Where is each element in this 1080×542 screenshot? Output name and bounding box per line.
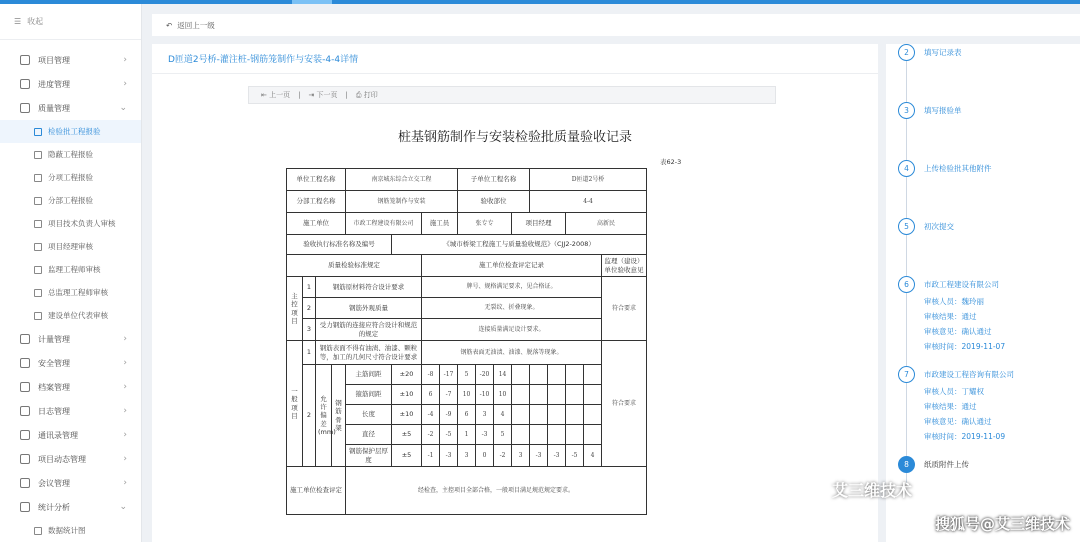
- table-cell: 直径: [346, 425, 392, 445]
- sub-item-chief-supervisor-review[interactable]: [0, 281, 141, 304]
- top-accent-bar: [0, 0, 1080, 4]
- step-detail-line: 审核人员：魏玲丽: [924, 297, 984, 306]
- sub-item-concealed[interactable]: [0, 143, 141, 166]
- menu-item-statistics[interactable]: [0, 495, 141, 519]
- menu-label: 通讯录管理: [38, 430, 78, 440]
- chart-icon: [34, 527, 42, 535]
- table-cell: 箍筋间距: [346, 385, 392, 405]
- table-cell: [530, 365, 548, 385]
- table-cell: 钢筋原材料符合设计要求: [316, 277, 422, 298]
- layers-icon: [20, 55, 30, 65]
- safety-icon: [20, 358, 30, 368]
- table-cell: D匝道2号桥: [530, 169, 647, 191]
- table-cell: 验收执行标准名称及编号: [287, 235, 392, 255]
- table-cell: 符合要求: [602, 277, 647, 341]
- table-cell: 2: [303, 298, 316, 319]
- log-icon: [20, 406, 30, 416]
- menu-label: 项目管理: [38, 55, 70, 65]
- step-label: 上传检验批其他附件: [924, 164, 992, 173]
- chevron-right-icon: ›: [123, 454, 127, 464]
- table-number: 表62-3: [660, 158, 682, 166]
- main-panel: [152, 44, 878, 542]
- table-cell: 主控项目: [287, 277, 303, 341]
- menu-label: 会议管理: [38, 478, 70, 488]
- sub-label: 建设单位代表审核: [48, 311, 108, 320]
- table-cell: [584, 425, 602, 445]
- menu-label: 安全管理: [38, 358, 70, 368]
- menu-label: 进度管理: [38, 79, 70, 89]
- table-cell: [512, 385, 530, 405]
- step-label: 市政建设工程咨询有限公司: [924, 370, 1014, 379]
- chart-icon: [20, 79, 30, 89]
- document-icon: [34, 151, 42, 159]
- table-cell: 高新民: [566, 213, 647, 235]
- back-button[interactable]: [152, 14, 1080, 36]
- chevron-right-icon: ›: [123, 406, 127, 416]
- table-cell: -17: [440, 365, 458, 385]
- table-cell: 4: [584, 445, 602, 467]
- table-cell: 《城市桥梁工程施工与质量验收规范》（CJJ2-2008）: [392, 235, 647, 255]
- table-cell: 1: [303, 277, 316, 298]
- step-number: 7: [898, 366, 915, 383]
- table-cell: 长度: [346, 405, 392, 425]
- table-cell: 分部工程名称: [287, 191, 346, 213]
- menu-item-safety[interactable]: [0, 351, 141, 375]
- table-cell: 3: [303, 319, 316, 341]
- step-number: 2: [898, 44, 915, 61]
- table-cell: 5: [494, 425, 512, 445]
- table-cell: 牌号、规格满足要求，见合格证。: [422, 277, 602, 298]
- table-cell: -8: [422, 365, 440, 385]
- toolbar-separator: |: [298, 91, 301, 99]
- table-cell: [530, 385, 548, 405]
- sub-item-supervisor-review[interactable]: [0, 258, 141, 281]
- watermark-source: 搜狐号@艾三维技术: [934, 515, 1070, 533]
- table-cell: -9: [440, 405, 458, 425]
- table-cell: ±10: [392, 405, 422, 425]
- table-cell: 子单位工程名称: [458, 169, 530, 191]
- news-icon: [20, 454, 30, 464]
- folder-icon: [20, 382, 30, 392]
- table-row: [287, 277, 647, 298]
- table-cell: [548, 405, 566, 425]
- contacts-icon: [20, 430, 30, 440]
- table-cell: ±5: [392, 445, 422, 467]
- chevron-right-icon: ›: [123, 358, 127, 368]
- table-cell: -10: [476, 385, 494, 405]
- sub-label: 隐蔽工程报验: [48, 150, 93, 159]
- table-cell: 钢筋笼制作与安装: [346, 191, 458, 213]
- table-cell: 市政工程建设有限公司: [346, 213, 422, 235]
- table-cell: ±20: [392, 365, 422, 385]
- sub-label: 项目技术负责人审核: [48, 219, 116, 228]
- table-cell: -20: [476, 365, 494, 385]
- menu-item-project[interactable]: [0, 48, 141, 72]
- document-toolbar: [248, 86, 776, 104]
- document-icon: [34, 174, 42, 182]
- step-detail-line: 审核时间：2019-11-09: [924, 432, 1006, 441]
- table-cell: -1: [422, 445, 440, 467]
- table-cell: 受力钢筋的连接应符合设计和规范的规定: [316, 319, 422, 341]
- workflow-steps-panel: [886, 44, 1080, 542]
- step-number: 8: [898, 456, 915, 473]
- inspection-record-table: [286, 168, 647, 515]
- step-number: 4: [898, 160, 915, 177]
- table-cell: 钢筋表面不得有油渍、油漆、颗粒等，加工的几何尺寸符合设计要求: [316, 341, 422, 365]
- table-cell: -3: [440, 445, 458, 467]
- menu-label: 项目动态管理: [38, 454, 86, 464]
- sub-label: 项目经理审核: [48, 242, 93, 251]
- menu-item-quality[interactable]: [0, 96, 141, 120]
- menu-item-measurement[interactable]: [0, 327, 141, 351]
- step-details: [924, 294, 1005, 354]
- table-row: [287, 213, 647, 235]
- sub-label: 数据统计图: [48, 526, 86, 535]
- user-icon: [34, 266, 42, 274]
- menu-item-contacts[interactable]: [0, 423, 141, 447]
- menu-label: 计量管理: [38, 334, 70, 344]
- table-cell: [530, 425, 548, 445]
- collapse-button[interactable]: [0, 4, 141, 40]
- table-cell: 施工单位检查评定: [287, 467, 346, 515]
- back-arrow-icon: ↶: [166, 20, 173, 30]
- step-number: 3: [898, 102, 915, 119]
- table-row: [287, 467, 647, 515]
- step-number: 6: [898, 276, 915, 293]
- sub-item-subitem[interactable]: [0, 166, 141, 189]
- sub-label: 检验批工程报验: [48, 127, 101, 136]
- table-cell: 项目经理: [512, 213, 566, 235]
- table-cell: 钢筋外观质量: [316, 298, 422, 319]
- menu-label: 统计分析: [38, 502, 70, 512]
- meeting-icon: [20, 478, 30, 488]
- table-cell: 验收部位: [458, 191, 530, 213]
- menu-label: 日志管理: [38, 406, 70, 416]
- table-cell: [584, 385, 602, 405]
- table-cell: 10: [458, 385, 476, 405]
- step-details: [924, 384, 1005, 444]
- table-cell: -3: [476, 425, 494, 445]
- sub-item-data-chart[interactable]: [0, 519, 141, 542]
- table-cell: -7: [440, 385, 458, 405]
- calculator-icon: [20, 334, 30, 344]
- table-cell: -2: [494, 445, 512, 467]
- table-cell: 施工单位检查评定记录: [422, 255, 602, 277]
- chevron-right-icon: ›: [123, 334, 127, 344]
- sub-item-subdivision[interactable]: [0, 189, 141, 212]
- table-cell: [566, 385, 584, 405]
- table-cell: ±10: [392, 385, 422, 405]
- table-cell: 南京城东综合立交工程: [346, 169, 458, 191]
- table-cell: -5: [440, 425, 458, 445]
- table-cell: 6: [422, 385, 440, 405]
- table-cell: 质量检验标准规定: [287, 255, 422, 277]
- table-row: [287, 235, 647, 255]
- step-number: 5: [898, 218, 915, 235]
- chevron-down-icon: ⌄: [119, 103, 127, 113]
- table-row: [287, 255, 647, 277]
- chevron-right-icon: ›: [123, 382, 127, 392]
- table-cell: 经检查，主控项目全部合格，一般项目满足规范规定要求。: [346, 467, 647, 515]
- table-cell: 1: [458, 425, 476, 445]
- table-cell: 单位工程名称: [287, 169, 346, 191]
- chevron-right-icon: ›: [123, 79, 127, 89]
- step-detail-line: 审核时间：2019-11-07: [924, 342, 1006, 351]
- table-cell: -3: [530, 445, 548, 467]
- table-row: [287, 169, 647, 191]
- table-cell: 3: [458, 445, 476, 467]
- table-cell: 施工单位: [287, 213, 346, 235]
- collapse-label: 收起: [27, 17, 44, 26]
- table-cell: 符合要求: [602, 341, 647, 467]
- sub-item-inspection-lot[interactable]: [0, 120, 141, 143]
- menu-item-progress[interactable]: [0, 72, 141, 96]
- sidebar: [0, 4, 142, 542]
- table-cell: 4: [494, 405, 512, 425]
- table-cell: 10: [494, 385, 512, 405]
- menu-label: 档案管理: [38, 382, 70, 392]
- table-cell: -3: [548, 445, 566, 467]
- print-button[interactable]: ⎙ 打印: [355, 91, 378, 99]
- sub-item-tech-lead-review[interactable]: [0, 212, 141, 235]
- table-cell: 1: [303, 341, 316, 365]
- table-row: [287, 319, 647, 341]
- table-cell: 2: [303, 365, 316, 467]
- chevron-right-icon: ›: [123, 55, 127, 65]
- menu-item-archive[interactable]: [0, 375, 141, 399]
- step-label: 填写记录表: [924, 48, 962, 57]
- table-cell: [566, 365, 584, 385]
- menu-label: 质量管理: [38, 103, 70, 113]
- table-row: [287, 298, 647, 319]
- table-cell: [548, 385, 566, 405]
- table-cell: 钢筋骨架: [332, 365, 346, 467]
- table-cell: -2: [422, 425, 440, 445]
- sub-label: 分项工程报验: [48, 173, 93, 182]
- table-cell: [566, 405, 584, 425]
- table-cell: 钢筋保护层厚度: [346, 445, 392, 467]
- step-label: 初次提交: [924, 222, 954, 231]
- user-icon: [34, 289, 42, 297]
- table-cell: 6: [458, 405, 476, 425]
- table-cell: -5: [566, 445, 584, 467]
- prev-page-button[interactable]: ⇤ 上一页: [261, 91, 291, 99]
- table-cell: 14: [494, 365, 512, 385]
- table-cell: [512, 365, 530, 385]
- table-row: [287, 191, 647, 213]
- table-cell: [548, 365, 566, 385]
- sub-label: 总监理工程师审核: [48, 288, 108, 297]
- table-row: [287, 365, 647, 385]
- table-cell: ±5: [392, 425, 422, 445]
- step-label: 填写报验单: [924, 106, 962, 115]
- chevron-right-icon: ›: [123, 478, 127, 488]
- chevron-right-icon: ›: [123, 430, 127, 440]
- table-cell: -4: [422, 405, 440, 425]
- menu-item-dynamics[interactable]: [0, 447, 141, 471]
- chevron-down-icon: ⌄: [119, 502, 127, 512]
- next-page-button[interactable]: ⇥ 下一页: [308, 91, 338, 99]
- table-cell: [566, 425, 584, 445]
- table-cell: 钢筋表面无油渍、油漆、脱落等现象。: [422, 341, 602, 365]
- menu-item-log[interactable]: [0, 399, 141, 423]
- table-cell: 3: [476, 405, 494, 425]
- sub-label: 监理工程师审核: [48, 265, 101, 274]
- table-cell: 4-4: [530, 191, 647, 213]
- table-cell: 0: [476, 445, 494, 467]
- table-cell: 允许偏差(mm): [316, 365, 332, 467]
- step-detail-line: 审核意见：确认通过: [924, 417, 992, 426]
- table-cell: 主筋间距: [346, 365, 392, 385]
- table-cell: 5: [458, 365, 476, 385]
- table-cell: [584, 365, 602, 385]
- step-detail-line: 审核结果：通过: [924, 312, 977, 321]
- document-viewer: [152, 74, 878, 542]
- table-cell: 一般项目: [287, 341, 303, 467]
- table-row: [287, 341, 647, 365]
- sub-label: 分部工程报验: [48, 196, 93, 205]
- shield-icon: [20, 103, 30, 113]
- sub-item-owner-review[interactable]: [0, 304, 141, 327]
- step-detail-line: 审核结果：通过: [924, 402, 977, 411]
- user-icon: [34, 243, 42, 251]
- table-cell: [512, 405, 530, 425]
- document-icon: [34, 128, 42, 136]
- user-icon: [34, 312, 42, 320]
- print-label: 打印: [363, 91, 378, 99]
- back-label: 返回上一级: [177, 20, 215, 30]
- table-cell: 张专专: [458, 213, 512, 235]
- sub-item-pm-review[interactable]: [0, 235, 141, 258]
- table-cell: 施工员: [422, 213, 458, 235]
- step-detail-line: 审核意见：确认通过: [924, 327, 992, 336]
- toolbar-separator: |: [345, 91, 348, 99]
- page-title: D匝道2号桥-灌注桩-钢筋笼制作与安装-4-4详情: [152, 44, 878, 74]
- table-cell: [530, 405, 548, 425]
- step-detail-line: 审核人员：丁耀权: [924, 387, 984, 396]
- table-cell: [548, 425, 566, 445]
- watermark-brand: 艾三维技术: [832, 481, 913, 500]
- table-cell: 无裂纹、折叠现象。: [422, 298, 602, 319]
- document-title: 桩基钢筋制作与安装检验批质量验收记录: [397, 130, 632, 145]
- table-cell: 3: [512, 445, 530, 467]
- collapse-icon: ☰: [14, 17, 22, 26]
- table-cell: [584, 405, 602, 425]
- document-icon: [34, 197, 42, 205]
- table-cell: 监理（建设）单位验收意见: [602, 255, 647, 277]
- prev-label: 上一页: [269, 91, 291, 99]
- user-icon: [34, 220, 42, 228]
- top-accent-indicator: [292, 0, 332, 4]
- step-label: 纸质附件上传: [924, 460, 969, 469]
- next-label: 下一页: [316, 91, 338, 99]
- table-cell: 连接质量满足设计要求。: [422, 319, 602, 341]
- menu-item-meeting[interactable]: [0, 471, 141, 495]
- statistics-icon: [20, 502, 30, 512]
- step-label: 市政工程建设有限公司: [924, 280, 999, 289]
- table-cell: [512, 425, 530, 445]
